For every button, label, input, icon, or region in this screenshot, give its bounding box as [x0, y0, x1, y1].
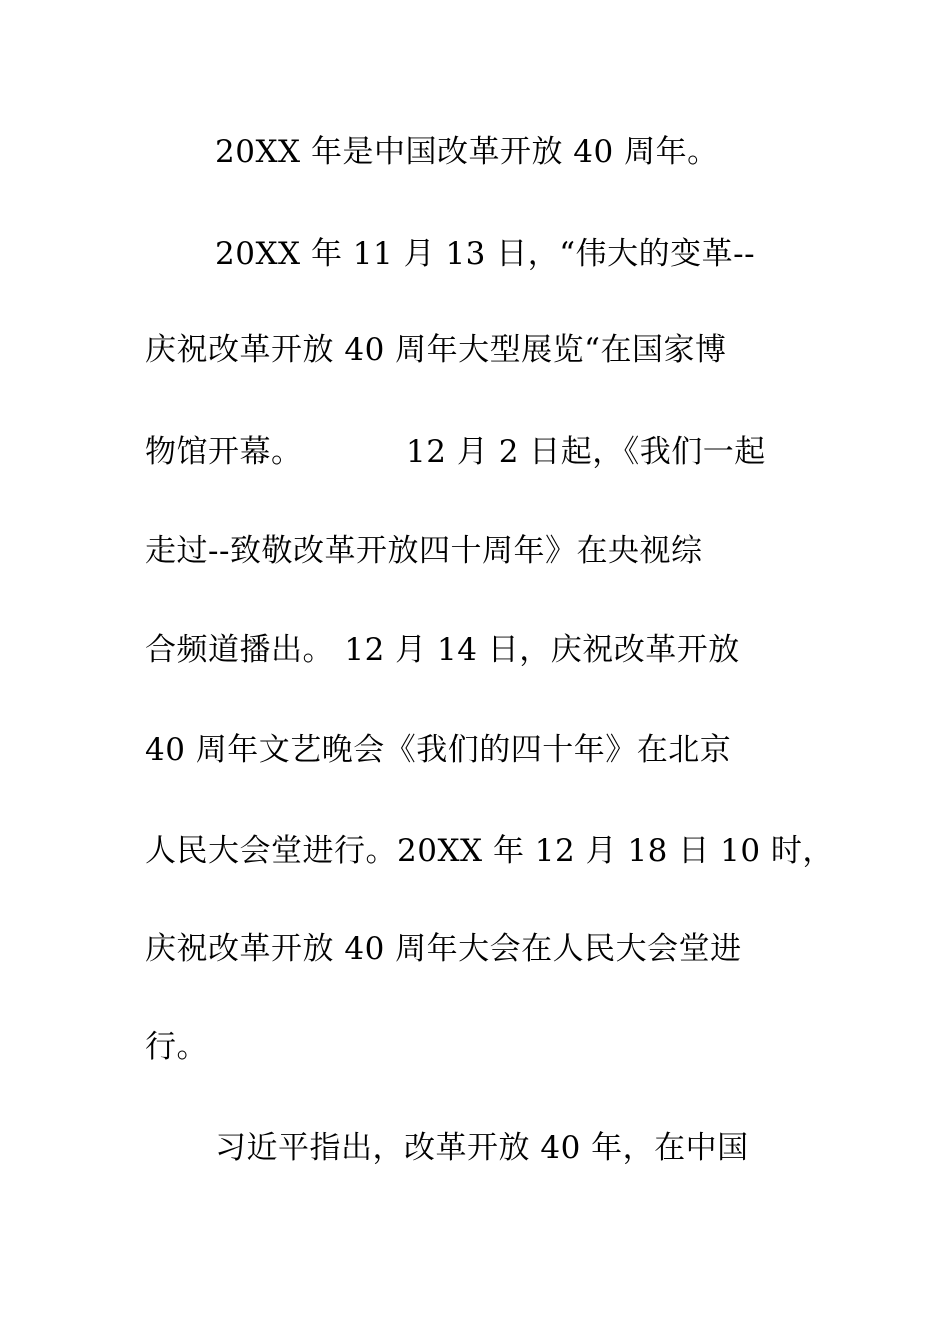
paragraph-2-line-5: 合频道播出。 12 月 14 日，庆祝改革开放 [145, 632, 740, 668]
paragraph-2-line-7: 人民大会堂进行。20XX 年 12 月 18 日 10 时， [145, 833, 834, 869]
paragraph-2-line-2: 庆祝改革开放 40 周年大型展览“在国家博 [145, 332, 727, 368]
paragraph-2-line-9: 行。 [145, 1029, 208, 1065]
paragraph-2-line-1: 20XX 年 11 月 13 日，“伟大的变革-- [215, 236, 756, 272]
paragraph-2-line-3: 物馆开幕。 12 月 2 日起，《我们一起 [145, 434, 766, 470]
paragraph-2-line-6: 40 周年文艺晚会《我们的四十年》在北京 [145, 732, 732, 768]
paragraph-2-line-4: 走过--致敬改革开放四十周年》在央视综 [145, 533, 703, 569]
paragraph-3-line-1: 习近平指出，改革开放 40 年，在中国 [215, 1130, 749, 1166]
paragraph-1-line-1: 20XX 年是中国改革开放 40 周年。 [215, 134, 719, 170]
paragraph-2-line-8: 庆祝改革开放 40 周年大会在人民大会堂进 [145, 931, 742, 967]
